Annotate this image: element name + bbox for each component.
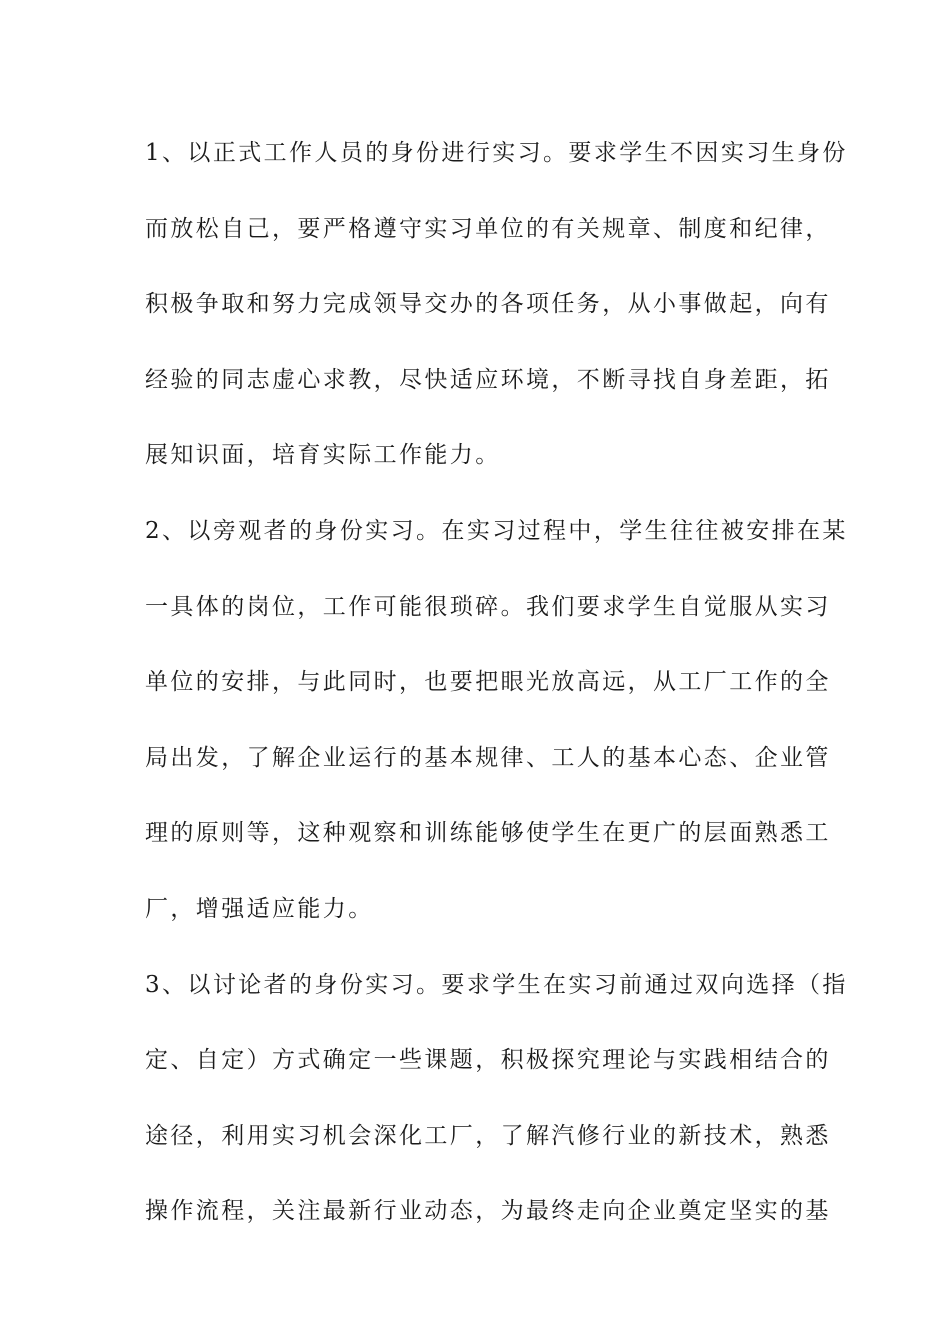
text-line: 积极争取和努力完成领导交办的各项任务，从小事做起，向有: [145, 291, 831, 318]
document-body: [145, 124, 848, 1258]
text-line: 厂，增强适应能力。: [145, 895, 374, 922]
text-line: 途径，利用实习机会深化工厂，了解汽修行业的新技术，熟悉: [145, 1122, 831, 1149]
paragraph-3: [145, 956, 848, 1258]
text-line: 2、以旁观者的身份实习。在实习过程中，学生往往被安排在某: [145, 517, 848, 544]
text-line: 经验的同志虚心求教，尽快适应环境，不断寻找自身差距，拓: [145, 366, 831, 393]
text-line: 定、自定）方式确定一些课题，积极探究理论与实践相结合的: [145, 1047, 831, 1074]
paragraph-2: [145, 502, 848, 956]
paragraph-1: [145, 124, 848, 502]
text-line: 理的原则等，这种观察和训练能够使学生在更广的层面熟悉工: [145, 820, 831, 847]
text-line: 而放松自己，要严格遵守实习单位的有关规章、制度和纪律，: [145, 215, 831, 242]
text-line: 3、以讨论者的身份实习。要求学生在实习前通过双向选择（指: [145, 971, 848, 998]
text-line: 展知识面，培育实际工作能力。: [145, 442, 501, 469]
text-line: 操作流程，关注最新行业动态，为最终走向企业奠定坚实的基: [145, 1198, 831, 1225]
text-line: 单位的安排，与此同时，也要把眼光放高远，从工厂工作的全: [145, 669, 831, 696]
text-line: 局出发，了解企业运行的基本规律、工人的基本心态、企业管: [145, 744, 831, 771]
text-line: 一具体的岗位，工作可能很琐碎。我们要求学生自觉服从实习: [145, 593, 831, 620]
text-line: 1、以正式工作人员的身份进行实习。要求学生不因实习生身份: [145, 140, 848, 166]
